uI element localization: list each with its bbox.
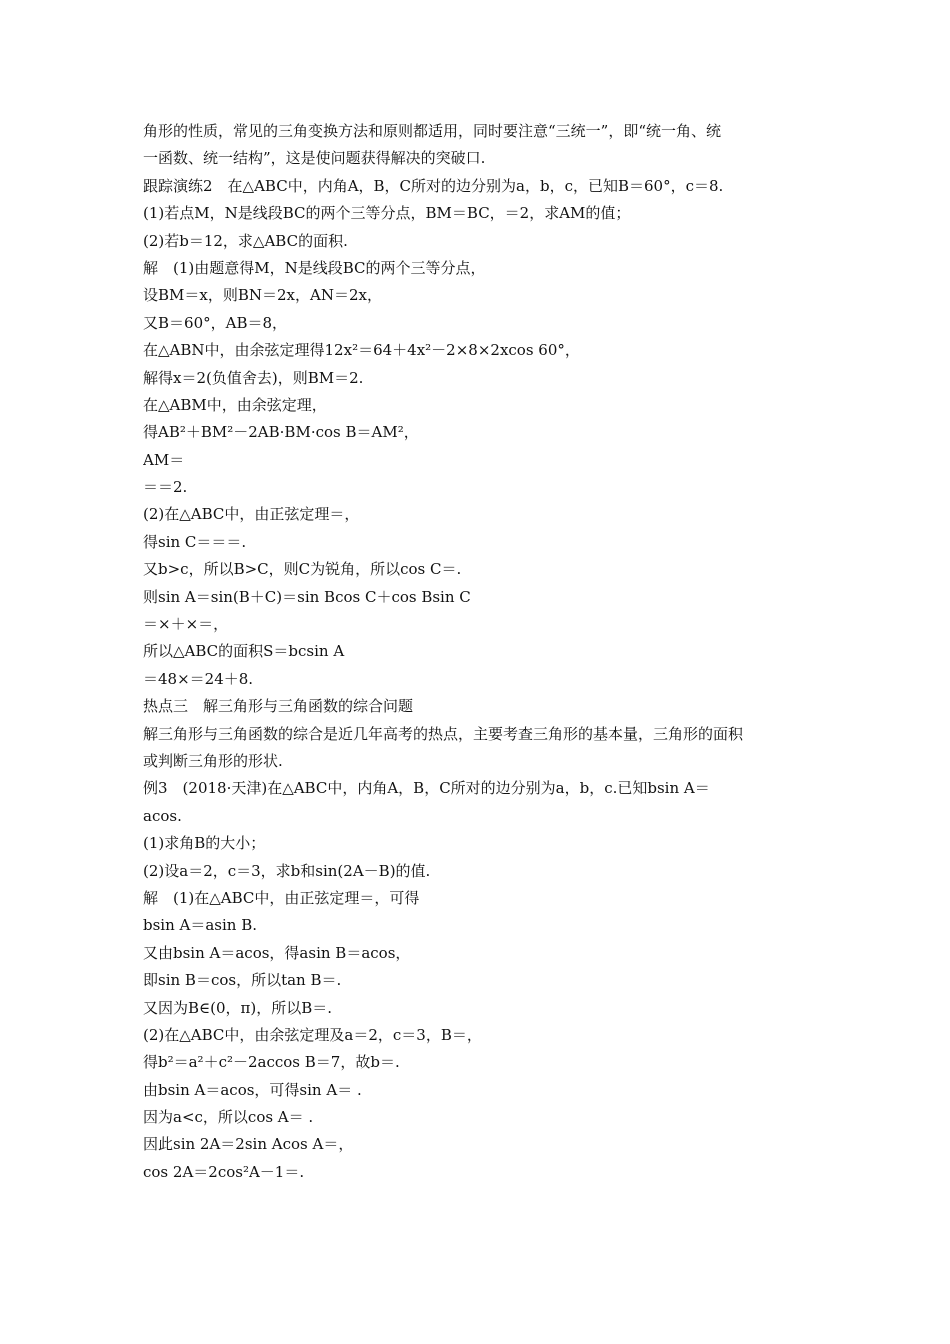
text-line: (2)在△ABC中，由余弦定理及a＝2，c＝3，B＝， <box>143 1025 482 1044</box>
text-line: 在△ABN中，由余弦定理得12x²＝64＋4x²－2×8×2xcos 60°， <box>143 341 580 360</box>
solution-start: 解 (1)在△ABC中，由正弦定理＝，可得 <box>143 888 420 907</box>
text-line: 即sin B＝cos，所以tan B＝. <box>143 971 342 990</box>
section-heading: 热点三 解三角形与三角函数的综合问题 <box>143 697 414 716</box>
text-line: 所以△ABC的面积S＝bcsin A <box>143 642 345 661</box>
text-line: 得b²＝a²＋c²－2accos B＝7，故b＝. <box>143 1053 400 1072</box>
text-line: 得AB²＋BM²－2AB·BM·cos B＝AM²， <box>143 423 419 442</box>
text-line: 又B＝60°，AB＝8， <box>143 313 288 332</box>
text-line: 或判断三角形的形状. <box>143 751 283 770</box>
text-line: ＝＝2. <box>143 478 188 497</box>
text-line: (1)若点M，N是线段BC的两个三等分点，BM＝BC，＝2，求AM的值； <box>143 204 631 223</box>
solution-start: 解 (1)由题意得M，N是线段BC的两个三等分点， <box>143 258 486 277</box>
text-line: acos. <box>143 806 182 825</box>
text-line: 又由bsin A＝acos，得asin B＝acos， <box>143 943 411 962</box>
text-line: 得sin C＝＝＝. <box>143 532 247 551</box>
text-line: 在△ABM中，由余弦定理， <box>143 395 327 414</box>
text-line: 又因为B∈(0，π)，所以B＝. <box>143 998 333 1017</box>
example-heading: 例3 (2018·天津)在△ABC中，内角A，B，C所对的边分别为a，b，c.已知bsin A＝ <box>143 779 710 798</box>
text-line: (2)设a＝2，c＝3，求b和sin(2A－B)的值. <box>143 861 431 880</box>
text-line: ＝×＋×＝， <box>143 615 229 634</box>
text-line: (2)在△ABC中，由正弦定理＝， <box>143 505 360 524</box>
text-line: 设BM＝x，则BN＝2x，AN＝2x， <box>143 286 382 305</box>
text-line: 又b>c，所以B>C，则C为锐角，所以cos C＝. <box>143 560 462 579</box>
exercise-heading: 跟踪演练2 在△ABC中，内角A，B，C所对的边分别为a，b，c，已知B＝60°，c＝8. <box>143 176 724 195</box>
text-line: 一函数、统一结构”，这是使问题获得解决的突破口. <box>143 149 486 168</box>
text-line: 则sin A＝sin(B＋C)＝sin Bcos C＋cos Bsin C <box>143 587 471 606</box>
text-line: 解三角形与三角函数的综合是近几年高考的热点，主要考查三角形的基本量，三角形的面积 <box>143 724 744 743</box>
text-line: cos 2A＝2cos²A－1＝. <box>143 1162 305 1181</box>
text-line: 角形的性质，常见的三角变换方法和原则都适用，同时要注意“三统一”，即“统一角、统 <box>143 122 722 140</box>
text-line: ＝48×＝24＋8. <box>143 669 254 688</box>
text-line: AM＝ <box>143 450 185 469</box>
text-line: 因此sin 2A＝2sin Acos A＝， <box>143 1135 354 1154</box>
text-line: 解得x＝2(负值舍去)，则BM＝2. <box>143 368 364 387</box>
text-line: (2)若b＝12，求△ABC的面积. <box>143 231 348 250</box>
text-line: bsin A＝asin B. <box>143 916 258 935</box>
text-line: 因为a<c，所以cos A＝ . <box>143 1108 314 1127</box>
text-line: 由bsin A＝acos，可得sin A＝ . <box>143 1080 362 1099</box>
document-body <box>143 118 815 1186</box>
text-line: (1)求角B的大小； <box>143 834 266 853</box>
